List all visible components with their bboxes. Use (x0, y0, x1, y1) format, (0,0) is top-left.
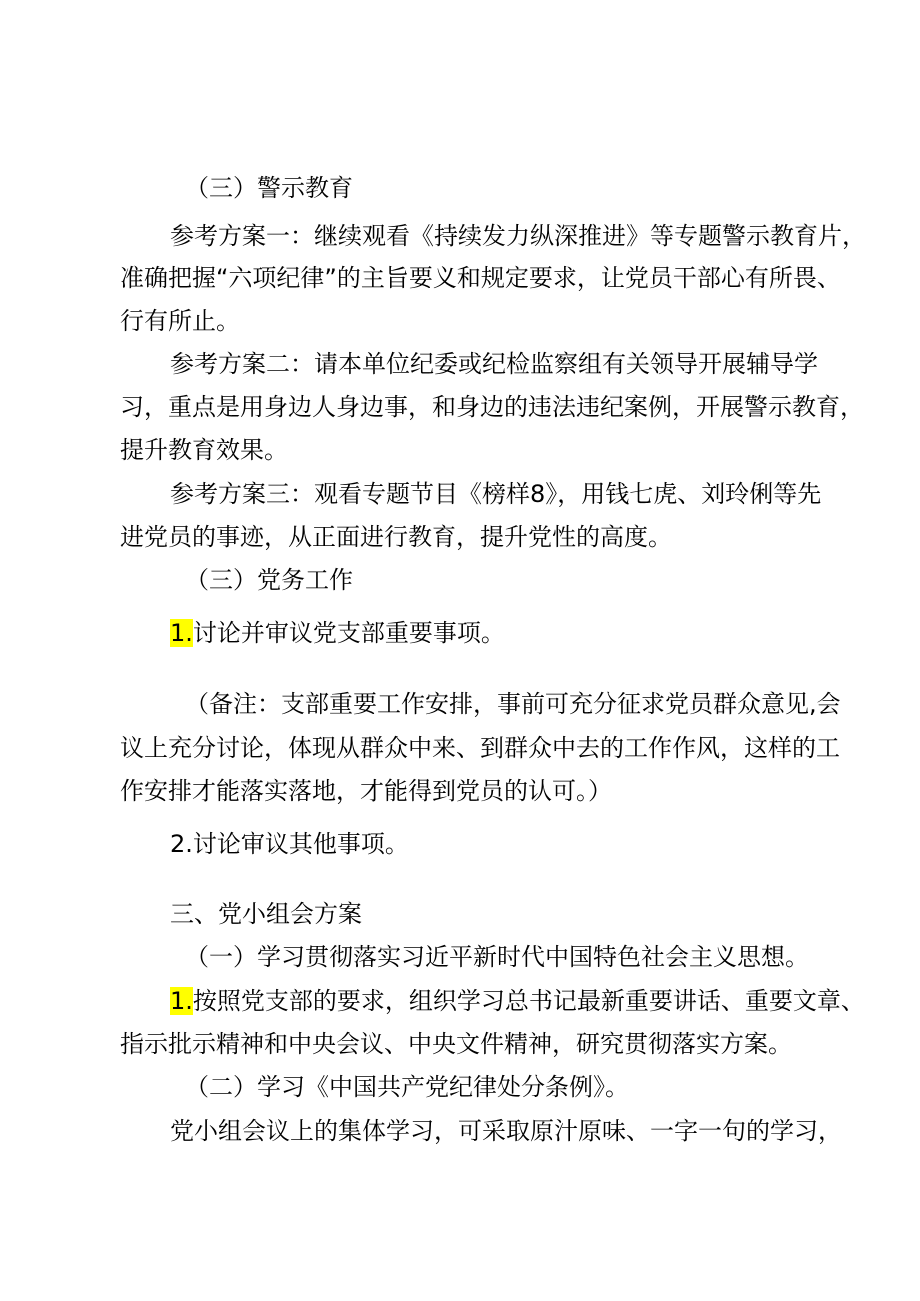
paragraph-plan-three-line-2: 进党员的事迹，从正面进行教育，提升党性的高度。 (120, 523, 672, 551)
list-item-one (170, 617, 505, 649)
paragraph-plan-one-line-3: 行有所止。 (120, 307, 240, 335)
paragraph-plan-two-line-3: 提升教育效果。 (120, 436, 288, 464)
section-heading-party-group-meeting: 三、党小组会方案 (170, 900, 362, 928)
paragraph-plan-two-line-1: 参考方案二：请本单位纪委或纪检监察组有关领导开展辅导学 (170, 350, 818, 378)
list-item-one-text: 讨论并审议党支部重要事项。 (192, 619, 505, 647)
paragraph-plan-two-line-2: 习，重点是用身边人身边事，和身边的违法违纪案例，开展警示教育， (120, 393, 864, 421)
highlighted-number: 1. (170, 987, 193, 1015)
note-line-1: （备注：支部重要工作安排，事前可充分征求党员群众意见,会 (185, 690, 841, 718)
note-line-2: 议上充分讨论，体现从群众中来、到群众中去的工作作风，这样的工 (120, 734, 840, 762)
section-heading-party-affairs: （三）党务工作 (185, 566, 353, 594)
section-heading-warning-education: （三）警示教育 (185, 174, 353, 202)
highlighted-number: 1. (170, 619, 193, 647)
list-item-two: 2.讨论审议其他事项。 (170, 830, 409, 858)
subsection-heading-two: （二）学习《中国共产党纪律处分条例》。 (185, 1073, 629, 1101)
paragraph-plan-one-line-1: 参考方案一：继续观看《持续发力纵深推进》等专题警示教育片， (170, 222, 866, 250)
subsection-heading-one: （一）学习贯彻落实习近平新时代中国特色社会主义思想。 (185, 943, 809, 971)
subsection-one-item-line-2: 指示批示精神和中央会议、中央文件精神，研究贯彻落实方案。 (120, 1030, 792, 1058)
paragraph-plan-three-line-1: 参考方案三：观看专题节目《榜样8》，用钱七虎、刘玲俐等先 (170, 480, 822, 508)
paragraph-group-study-line-1: 党小组会议上的集体学习，可采取原汁原味、一字一句的学习， (170, 1117, 842, 1145)
subsection-one-item-line-1 (170, 985, 865, 1017)
subsection-one-item-text: 按照党支部的要求，组织学习总书记最新重要讲话、重要文章、 (192, 987, 865, 1015)
note-line-3: 作安排才能落实落地，才能得到党员的认可。） (120, 777, 612, 805)
paragraph-plan-one-line-2: 准确把握“六项纪律”的主旨要义和规定要求，让党员干部心有所畏、 (120, 264, 841, 292)
